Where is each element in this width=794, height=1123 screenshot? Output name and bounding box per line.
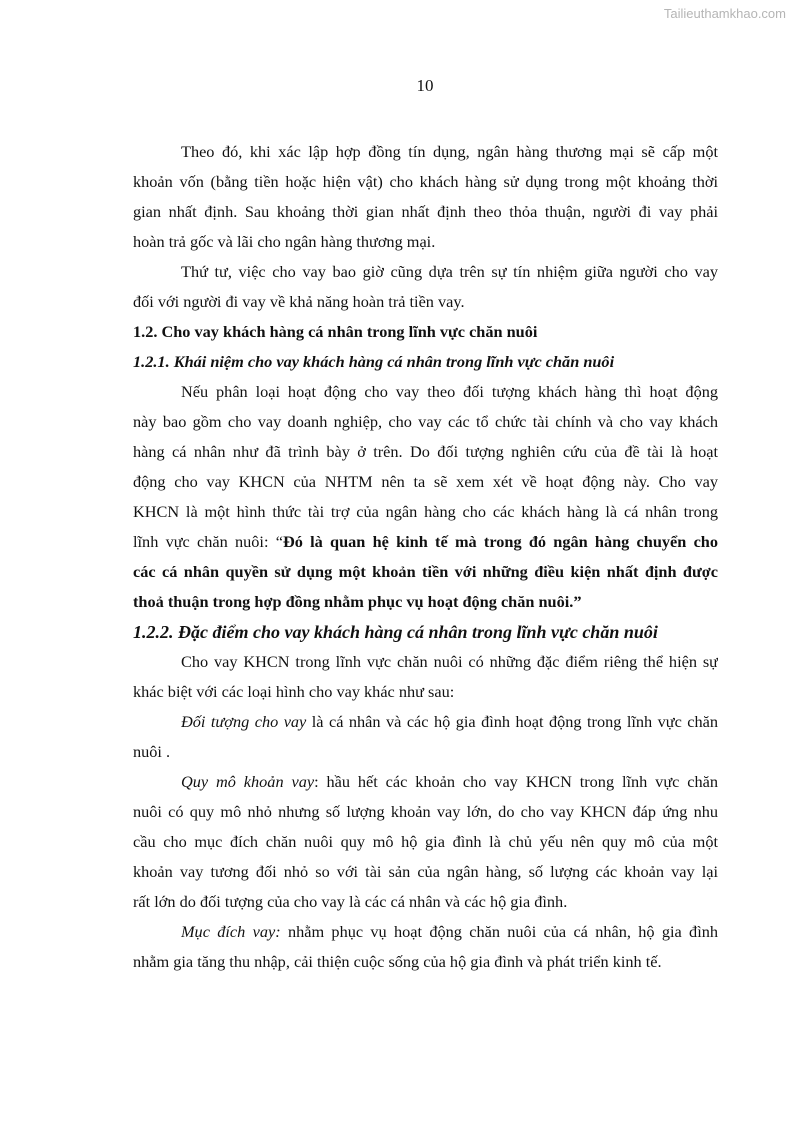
text-run: hoàn trả gốc và lãi cho ngân hàng thương mại. bbox=[133, 232, 436, 251]
paragraph-line bbox=[181, 257, 718, 287]
text-run: hàng cá nhân như đã trình bày ở trên. Do đối tượng nghiên cứu của đề tài là hoạt bbox=[133, 442, 718, 461]
paragraph-line bbox=[133, 857, 718, 887]
text-run: nuôi có quy mô nhỏ nhưng số lượng khoản vay lớn, do cho vay KHCN đáp ứng nhu bbox=[133, 802, 718, 821]
paragraph-line bbox=[133, 677, 718, 707]
paragraph-line bbox=[181, 767, 718, 797]
paragraph-line bbox=[181, 707, 718, 737]
paragraph-line bbox=[133, 497, 718, 527]
text-run: nuôi . bbox=[133, 742, 171, 761]
italic-text-run: Mục đích vay: bbox=[181, 922, 281, 941]
text-run: KHCN là một hình thức tài trợ của ngân hàng cho các khách hàng là cá nhân trong bbox=[133, 502, 718, 521]
paragraph-line bbox=[133, 557, 718, 587]
bold-text-run: các cá nhân quyền sử dụng một khoản tiền với những điều kiện nhất định được bbox=[133, 562, 718, 581]
paragraph-line bbox=[133, 437, 718, 467]
bold-text-run: thoả thuận trong hợp đồng nhằm phục vụ hoạt động chăn nuôi.” bbox=[133, 592, 582, 611]
text-run: cầu cho mục đích chăn nuôi quy mô hộ gia đình là chủ yếu nên quy mô của một bbox=[133, 832, 718, 851]
bold-text-run: 1.2. Cho vay khách hàng cá nhân trong lĩnh vực chăn nuôi bbox=[133, 322, 538, 341]
bold-text-run: Đó là quan hệ kinh tế mà trong đó ngân hàng chuyển cho bbox=[282, 532, 718, 551]
italic-text-run: Đối tượng cho vay bbox=[181, 712, 307, 731]
paragraph-line bbox=[133, 587, 718, 617]
text-run: khoản vay tương đối nhỏ so với tài sản của ngân hàng, số lượng các khoản vay lại bbox=[133, 862, 718, 881]
paragraph-line bbox=[181, 377, 718, 407]
section-heading bbox=[133, 347, 718, 377]
text-run: rất lớn do đối tượng của cho vay là các cá nhân và các hộ gia đình. bbox=[133, 892, 568, 911]
text-run: : hầu hết các khoản cho vay KHCN trong lĩnh vực chăn bbox=[314, 772, 718, 791]
paragraph-line bbox=[133, 287, 718, 317]
text-run: Theo đó, khi xác lập hợp đồng tín dụng, ngân hàng thương mại sẽ cấp một bbox=[181, 142, 718, 161]
paragraph-line bbox=[133, 947, 718, 977]
text-run: động cho vay KHCN của NHTM nên ta sẽ xem xét về hoạt động này. Cho vay bbox=[133, 472, 718, 491]
text-run: Thứ tư, việc cho vay bao giờ cũng dựa trên sự tín nhiệm giữa người cho vay bbox=[181, 262, 718, 281]
text-run: Nếu phân loại hoạt động cho vay theo đối tượng khách hàng thì hoạt động bbox=[181, 382, 718, 401]
paragraph-line bbox=[133, 737, 718, 767]
text-run: khoản vốn (bằng tiền hoặc hiện vật) cho khách hàng sử dụng trong một khoảng thời bbox=[133, 172, 718, 191]
bold-italic-text-run: 1.2.2. Đặc điểm cho vay khách hàng cá nhân trong lĩnh vực chăn nuôi bbox=[133, 622, 658, 642]
paragraph-line bbox=[133, 797, 718, 827]
italic-text-run: Quy mô khoản vay bbox=[181, 772, 315, 791]
text-run: này bao gồm cho vay doanh nghiệp, cho vay các tổ chức tài chính và cho vay khách bbox=[133, 412, 718, 431]
paragraph-line bbox=[181, 917, 718, 947]
paragraph-line bbox=[133, 467, 718, 497]
text-run: đối với người đi vay về khả năng hoàn trả tiền vay. bbox=[133, 292, 465, 311]
paragraph-line bbox=[181, 647, 718, 677]
paragraph-line bbox=[133, 887, 718, 917]
text-run: gian nhất định. Sau khoảng thời gian nhất định theo thỏa thuận, người đi vay phải bbox=[133, 202, 718, 221]
bold-italic-text-run: 1.2.1. Khái niệm cho vay khách hàng cá nhân trong lĩnh vực chăn nuôi bbox=[133, 352, 615, 371]
text-run: nhằm gia tăng thu nhập, cải thiện cuộc sống của hộ gia đình và phát triển kinh tế. bbox=[133, 952, 662, 971]
paragraph-line bbox=[181, 137, 718, 167]
section-heading bbox=[133, 317, 718, 347]
text-run: Cho vay KHCN trong lĩnh vực chăn nuôi có những đặc điểm riêng thể hiện sự bbox=[181, 652, 718, 671]
page-number: 10 bbox=[416, 76, 434, 95]
paragraph-line bbox=[133, 527, 718, 557]
text-run: nhằm phục vụ hoạt động chăn nuôi của cá nhân, hộ gia đình bbox=[280, 922, 718, 941]
paragraph-line bbox=[133, 407, 718, 437]
section-heading bbox=[133, 617, 718, 647]
text-run: là cá nhân và các hộ gia đình hoạt động trong lĩnh vực chăn bbox=[306, 712, 718, 731]
watermark: Tailieuthamkhao.com bbox=[663, 6, 786, 21]
paragraph-line bbox=[133, 827, 718, 857]
paragraph-line bbox=[133, 167, 718, 197]
paragraph-line bbox=[133, 227, 718, 257]
text-run: lĩnh vực chăn nuôi: “ bbox=[133, 532, 283, 551]
text-run: khác biệt với các loại hình cho vay khác như sau: bbox=[133, 682, 455, 701]
paragraph-line bbox=[133, 197, 718, 227]
